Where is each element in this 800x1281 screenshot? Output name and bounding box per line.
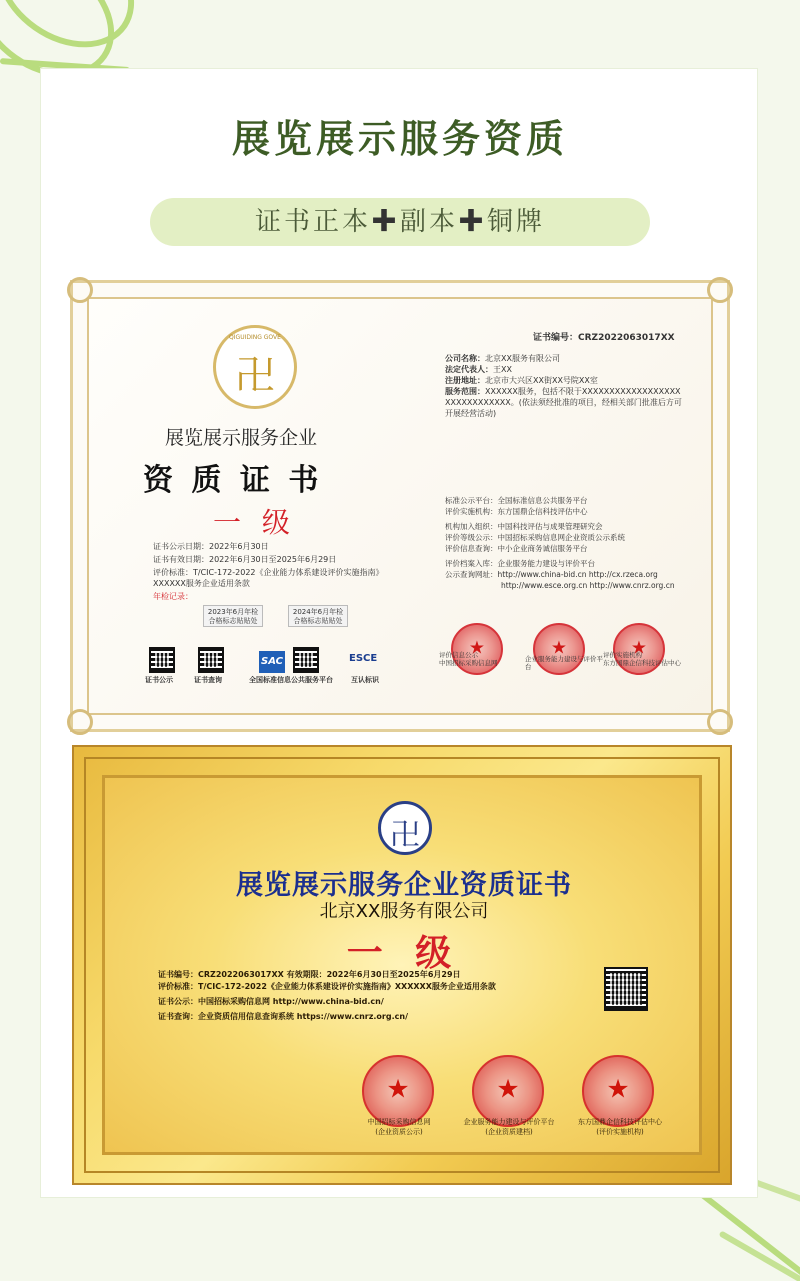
icon-caption: 全国标准信息公共服务平台 [249,676,333,684]
esce-logo: ESCE [349,653,378,664]
plaque-level: 一 级 [346,933,462,974]
plaque-logo [378,801,432,855]
corner-ornament [707,277,733,303]
cert-level: 一 级 [213,506,296,539]
cert-number: 证书编号：CRZ2022063017XX [533,333,675,343]
info-line: 评价标准：T/CIC-172-2022《企业能力体系建设评价实施指南》XXXXXX服务企业适用条款 [158,982,496,991]
star-icon: ★ [606,1074,630,1105]
qr-code-icon [293,647,319,673]
info-line: 机构加入组织：中国科技评估与成果管理研究会 [445,522,603,531]
star-icon: ★ [630,637,648,659]
icon-caption: 证书查询 [194,676,222,684]
corner-ornament [67,709,93,735]
company-info [445,353,685,419]
annual-stamp-box: 2023年6月年检 合格标志贴贴处 [203,605,263,627]
cert-logo [213,325,297,409]
info-line: 证书公示：中国招标采购信息网 http://www.china-bid.cn/ [158,997,384,1006]
info-line: 评价标准：T/CIC-172-2022《企业能力体系建设评价实施指南》XXXXXX服务企业适用条款 [153,568,384,588]
sac-logo: SAC [259,651,285,673]
qr-code-icon [604,967,648,1011]
red-seal [451,623,503,675]
star-icon: ★ [496,1074,520,1105]
corner-ornament [67,277,93,303]
info-line: http://www.esce.org.cn http://www.cnrz.org.cn [501,581,675,590]
info-line: 证书公示日期：2022年6月30日 [153,542,269,551]
plus-icon: ✚ [370,207,400,237]
seal-caption: 东方国鼎企信科技评估中心 (评价实施机构) [578,1118,662,1136]
info-line: 评价信息查询：中小企业商务诚信服务平台 [445,544,588,553]
subtitle-part: 副本 [399,207,458,237]
info-line: 服务范围：XXXXXX服务，包括不限于XXXXXXXXXXXXXXXXXXXXXXXXXXXXXX。(依法须经批准的项目，经相关部门批准后方可开展经营活动) [445,387,682,418]
plus-icon: ✚ [458,207,488,237]
info-line: 评价等级公示：中国招标采购信息网企业资质公示系统 [445,533,625,542]
seal-caption: 中国招标采购信息网 (企业资质公示) [367,1118,431,1136]
info-line: 公司名称：北京XX服务有限公司 [445,354,560,363]
qr-code-icon [198,647,224,673]
cert-heading-small: 展览展示服务企业 [165,427,318,449]
plaque-company: 北京XX服务有限公司 [319,901,489,922]
logo-ring-text: QIGUIDING GOVE [229,334,281,341]
star-icon: ★ [468,637,486,659]
icon-caption: 证书公示 [145,676,173,684]
annual-label: 年检记录： [153,592,193,601]
info-line: 证书编号：CRZ2022063017XX 有效期限：2022年6月30日至2025年6月29日 [158,970,461,979]
seal-caption: 评价信息公示 中国招标采购信息网 [439,651,498,667]
info-line: 法定代表人：王XX [445,365,512,374]
seal-caption: 企业服务能力建设与评价平台 [525,655,603,671]
info-line: 评价档案入库：企业服务能力建设与评价平台 [445,559,595,568]
certificate-gold-plaque [72,745,732,1185]
annual-stamp-box: 2024年6月年检 合格标志贴贴处 [288,605,348,627]
logo-mark: 卍 [235,353,275,399]
red-seal [613,623,665,675]
corner-ornament [707,709,733,735]
certificate-original [70,280,730,732]
info-line: 证书查询：企业资质信用信息查询系统 https://www.cnrz.org.cn/ [158,1012,409,1021]
icon-caption: 互认标识 [351,676,379,684]
seal-caption: 评价实施机构 东方国鼎企信科技评估中心 [603,651,681,667]
page-title: 展览展示服务资质 [231,116,568,161]
seal-caption: 企业服务能力建设与评价平台 (企业资质建档) [463,1118,555,1136]
info-line: 注册地址：北京市大兴区XX街XX号院XX室 [445,376,598,385]
star-icon: ★ [386,1074,410,1105]
info-line: 公示查询网址：http://www.china-bid.cn http://cx.rzeca.org [445,570,658,579]
info-line: 标准公示平台：全国标准信息公共服务平台 [445,496,588,505]
cert-left-info [153,541,403,602]
platform-info [445,495,685,591]
info-line: 评价实施机构：东方国鼎企信科技评估中心 [445,507,588,516]
subtitle-part: 铜牌 [487,207,546,237]
plaque-info [158,969,578,1023]
logo-mark: 卍 [390,818,420,853]
subtitle-part: 证书正本 [254,207,371,237]
subtitle-pill [150,198,650,246]
cert-heading-big: 资 质 证 书 [143,463,323,498]
star-icon: ★ [550,637,568,659]
qr-code-icon [149,647,175,673]
plaque-title: 展览展示服务企业资质证书 [236,870,572,901]
info-line: 证书有效日期：2022年6月30日至2025年6月29日 [153,555,337,564]
